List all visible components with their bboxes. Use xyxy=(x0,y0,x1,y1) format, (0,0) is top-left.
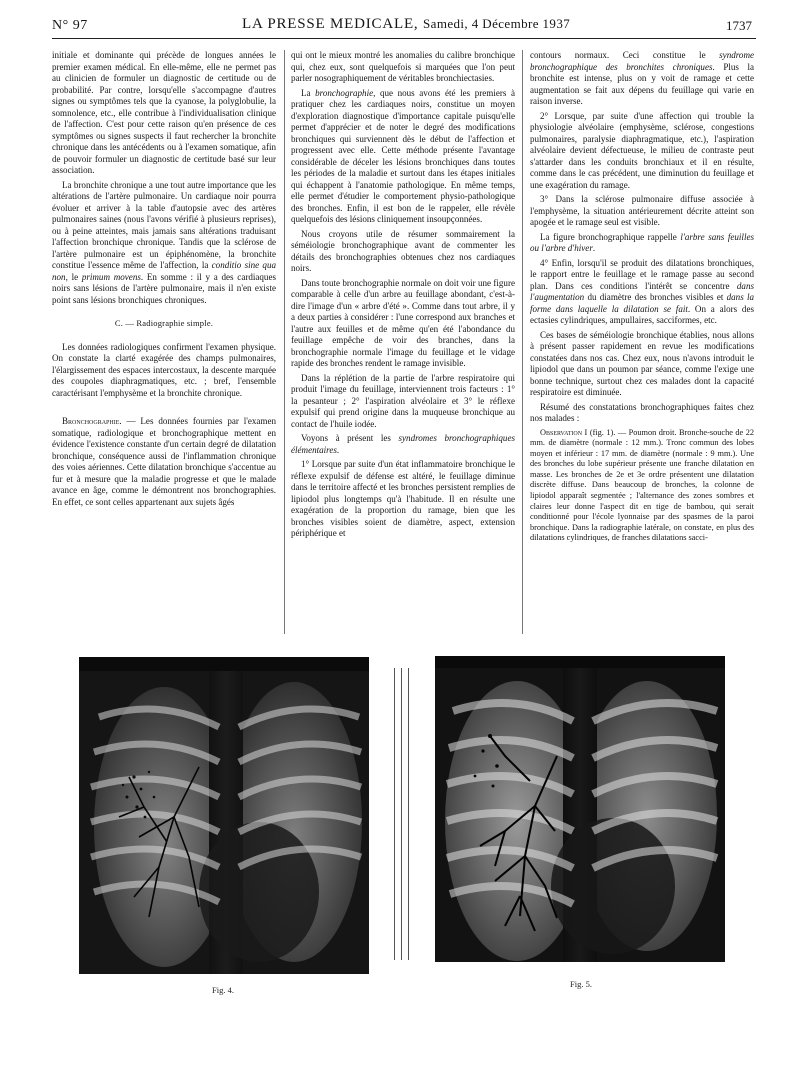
text-column-1 xyxy=(52,50,276,511)
italic-run: syndromes bronchographiques élémentaires xyxy=(291,433,515,455)
column-rule xyxy=(284,50,285,634)
text-run: Voyons à présent les xyxy=(301,433,391,443)
text-column-2 xyxy=(291,50,515,543)
paragraph xyxy=(52,180,276,307)
issue-date: Samedi, 4 Décembre 1937 xyxy=(423,16,571,31)
text-run: . Plus la bronchite est intense, plus on y voit de ramage et cette augmentation se fait aux dépens du feuillage qui varie en raison inverse. xyxy=(530,61,755,106)
text-run: (fig. 1). — Poumon droit. Bronche-souche de 22 mm. de diamètre (normale : 12 mm.). Tronc commun des lobes moyen et inférieur : 17 mm. de diamètre (normale : 9 mm.). Une des bronches du lobe supérieur présente une franche dilatation en masse. Les bronches de 2e et 3e ordre présentent une dilatation discrète diffuse. Dans beaucoup de bronches, la colonne de lipiodol apparaît segmentée ; l'alternance des zones sombres et claires leur donne l'aspect dit en tige de bambou, qui serait conditionné pour l'école lyonnaise par des spasmes de la paroi bronchique. Dans la radiographie latérale, on constate, en plus des dilatations cylindriques, de franches dilatations sacci- xyxy=(530,427,754,543)
text-run: 4° Enfin, lorsqu'il se produit des dilatations bronchiques, le rapport entre le feuillage et le ramage passe au second plan. Dans ces conditions l'intérêt se concentre xyxy=(530,257,754,291)
spacer xyxy=(52,402,276,416)
paragraph: Dans toute bronchographie normale on doit voir une figure comparable à celle d'un arbre au feuillage abondant, c'est-à-dire l'image d'un « arbre d'été ». Comme dans tout arbre, il y a deux parties à considérer : l'une correspond aux branches et l'autre aux feuilles et de même qu'en été l'abondance du feuillage empêche de voir des branches, dans la bronchographie normale l'image du feuillage et le vidage rapide des bronches rendent le ramage invisible. xyxy=(291,277,515,368)
column-rule xyxy=(522,50,523,634)
text-run: — Les données fournies par l'examen somatique, radiologique et bronchographique mettent en évidence l'existence constante d'un certain degré de dilatation bronchique, conséquence aussi de l'inflammation chronique des voies aériennes. Cette dilatation bronchique s'accentue au fur et à mesure que la maladie progresse et que le malade avance en âge, comme le démontrent nos bronchographies. En effet, ce sont celles appartenant aux sujets âgés xyxy=(52,416,276,507)
paragraph xyxy=(530,258,754,327)
paragraph: Dans la réplétion de la partie de l'arbre respiratoire qui produit l'image du feuillage, interviennent trois facteurs : 1° la pesanteur ; 2° l'aspiration alvéolaire et 3° le réflexe expulsif qui prend origine dans la muqueuse bronchique au contact de l'huile iodée. xyxy=(291,372,515,429)
paragraph xyxy=(52,416,276,508)
paragraph: 2° Lorsque, par suite d'une affection qui trouble la physiologie alvéolaire (emphysème, sclérose, congestions pulmonaires, paralysie diaphragmatique, etc.), l'aspiration alvéolaire devient défectueuse, le milieu de contraste peut s'attarder dans les conduits bronchiaux et il en résulte, comme dans le cas précédent, une diminution du feuillage et une exagération du ramage. xyxy=(530,110,754,190)
text-run: du diamètre des bronches visibles et xyxy=(584,292,724,302)
figure-caption: Fig. 5. xyxy=(570,979,592,989)
text-run: . xyxy=(336,444,340,455)
italic-run: dans la forme dans laquelle la dilatation se fait xyxy=(530,292,755,314)
paragraph xyxy=(291,88,515,226)
text-run: , le xyxy=(65,271,79,282)
page-number: 1737 xyxy=(726,18,752,33)
paragraph: Résumé des constatations bronchographiques faites chez nos malades : xyxy=(530,401,754,423)
chest-xray-figure-4 xyxy=(79,657,369,974)
journal-title xyxy=(242,16,570,33)
text-column-3 xyxy=(530,50,754,547)
issue-number: N° 97 xyxy=(52,18,88,33)
italic-run: bronchographie xyxy=(315,87,374,98)
text-run: contours normaux. Ceci constitue le xyxy=(530,50,706,60)
text-run: . On a alors des ectasies cylindriques, ampullaires, sacciformes, etc. xyxy=(530,303,754,325)
paragraph xyxy=(291,433,515,456)
paragraph: Nous croyons utile de résumer sommairement la séméiologie bronchographique avant de commenter les détails des bronchographies obtenues chez nos cardiaques noirs. xyxy=(291,228,515,273)
run-in-heading: Bronchographie. xyxy=(62,416,122,426)
divider-line xyxy=(408,668,409,960)
paragraph: initiale et dominante qui précède de longues années le premier examen médical. En elle-même, elle ne permet pas au clinicien de formuler un diagnostic de certitude ou de probabilité. Par contre, lorsqu'elle s'accompagne d'autres signes ou symptômes tels que la cyanose, la polyglobulie, la somnolence, etc., elle contribue à l'individualisation clinique de l'affection. C'est pour cette raison qu'en présence de ces symptômes ou signes suspects il faut rechercher la bronchite chronique dans les antécédents ou à l'examen somatique, afin de pouvoir formuler un diagnostic de certitude basé sur leur association. xyxy=(52,50,276,175)
text-run: . En somme : il y a des cardiaques noirs sans lésions de l'artère pulmonaire, mais il n'en existe point sans lésions bronchiques chroniques. xyxy=(52,271,276,305)
header-rule xyxy=(52,38,756,39)
paragraph: qui ont le mieux montré les anomalies du calibre bronchique qui, chez eux, sont quelquefois si marquées que l'on peut parler nosographiquement de véritables bronchiectasies. xyxy=(291,50,515,83)
run-in-heading: Observation I xyxy=(540,427,588,437)
journal-name: LA PRESSE MEDICALE, xyxy=(242,16,419,32)
paragraph xyxy=(530,50,754,108)
text-run: La figure bronchographique rappelle xyxy=(540,231,677,242)
paragraph: Les données radiologiques confirment l'examen physique. On constate la clarté exagérée des champs pulmonaires, l'élargissement des espaces intercostaux, la descente marquée des coupoles diaphragmatiques, etc. ; bref, l'ensemble caractérisant l'emphysème et la bronchite chronique. xyxy=(52,341,276,398)
italic-run: conditio sine qua non xyxy=(52,260,276,282)
figure-divider xyxy=(390,668,412,960)
chest-xray-icon xyxy=(435,656,725,962)
figure-caption: Fig. 4. xyxy=(212,985,234,995)
observation-paragraph xyxy=(530,428,754,545)
chest-xray-icon xyxy=(79,657,369,974)
italic-run: syndrome bronchographique des bronchites chroniques xyxy=(530,50,754,72)
page-header xyxy=(52,12,752,38)
text-run: La bronchite chronique a une tout autre importance que les altérations de l'artère pulmonaire. Un cardiaque noir pourra évoluer et arriver à la table d'autopsie avec des artères pulmonaires saines (nous l'avons vérifié à plusieurs reprises), ou à peine atteintes, mais jamais sans altérations traduisant l'affection bronchique chronique. Tandis que la sclérose de l'artère pulmonaire est un épiphénomène, la bronchite constitue l'essence même de l'affection, la xyxy=(52,179,276,270)
italic-run: l'arbre sans feuilles ou l'arbre d'hiver xyxy=(530,231,754,253)
text-run: . xyxy=(592,243,596,253)
text-run: , que nous avons été les premiers à pratiquer chez les cardiaques noirs, constitue un moyen d'exploration diagnostique d'importance capitale puisqu'elle permet d'apprécier et de noter le degré des modifications bronchiques qui surviennent dès le début de l'affection et progressent avec elle. Cette méthode présente l'avantage considérable de déceler les lésions bronchiques dans toutes les périodes de la maladie et surtout dans les étapes initiales qui échappent à l'anatomie pathologique. En même temps, elle permet d'étudier le comportement physio-pathologique des bronches. Enfin, il est bon de le rappeler, elle révèle quelquefois des lésions cliniquement insoupçonnées. xyxy=(291,87,515,224)
italic-run: primum movens xyxy=(81,271,141,282)
text-run: La xyxy=(301,87,311,98)
italic-run: dans l'augmentation xyxy=(530,280,754,302)
section-heading: C. — Radiographie simple. xyxy=(114,318,214,328)
chest-xray-figure-5 xyxy=(435,656,725,962)
paragraph: 1° Lorsque par suite d'un état inflammatoire bronchique le réflexe expulsif de défense est altéré, le feuillage diminue dans le territoire affecté et les bronches persistent remplies de lipiodol plus longtemps qu'à l'habitude. Il en résulte une exagération de la proportion du ramage, bien que les bronches visibles soient de diamètre, aspect, extension périphérique et xyxy=(291,459,515,538)
paragraph xyxy=(530,232,754,255)
divider-line xyxy=(394,668,395,960)
divider-line xyxy=(401,668,402,960)
paragraph: Ces bases de séméiologie bronchique établies, nous allons à présent passer rapidement en revue les modifications constatées dans nos cas. Chez eux, nous n'avons introduit le lipiodol que dans un poumon par séance, comme l'exige une bonne technique, surtout chez ces malades dont la capacité respiratoire est diminuée. xyxy=(530,329,754,397)
paragraph: 3° Dans la sclérose pulmonaire diffuse associée à l'emphysème, la situation antérieurement décrite atteint son apogée et le ramage seul est visible. xyxy=(530,194,754,227)
